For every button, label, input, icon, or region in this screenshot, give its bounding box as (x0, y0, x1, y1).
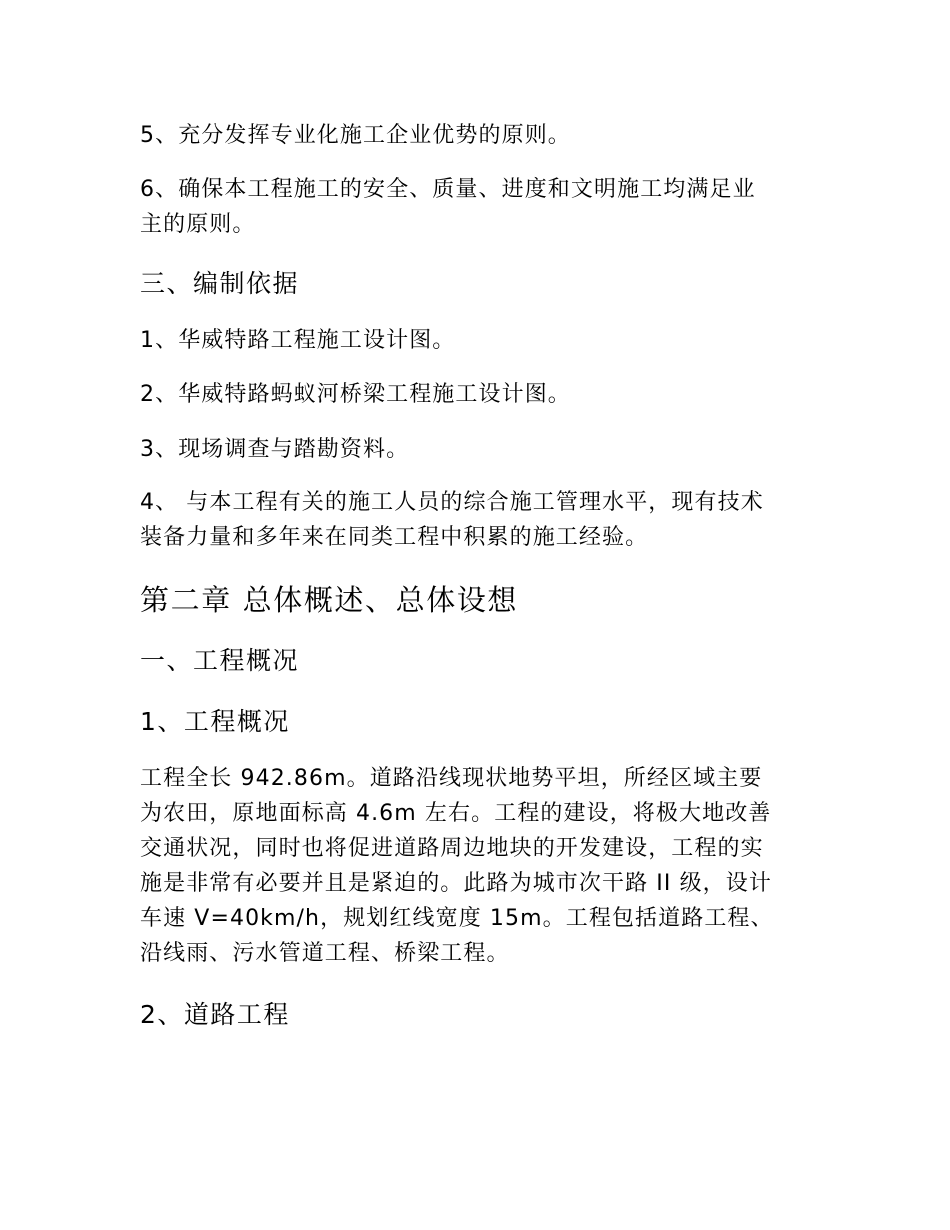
text-line: 沿线雨、污水管道工程、桥梁工程。 (140, 941, 510, 966)
list-item-basis-3 (140, 432, 810, 467)
overview-paragraph (140, 761, 810, 971)
heading-text: 一、工程概况 (140, 646, 300, 675)
heading-text: 2、道路工程 (140, 1000, 290, 1029)
list-item-principle-5 (140, 118, 810, 153)
subsection-heading-road (140, 997, 810, 1033)
text-line: 装备力量和多年来在同类工程中积累的施工经验。 (140, 525, 649, 550)
text-line: 3、现场调查与踏勘资料。 (140, 437, 410, 462)
list-item-basis-1 (140, 323, 810, 358)
text-line: 1、华威特路工程施工设计图。 (140, 328, 456, 353)
list-item-basis-4 (140, 485, 810, 555)
list-item-principle-6 (140, 172, 810, 242)
chapter-title (140, 580, 810, 620)
text-line: 车速 V=40km/h，规划红线宽度 15m。工程包括道路工程、 (140, 906, 774, 931)
heading-text: 1、工程概况 (140, 707, 290, 736)
text-line: 4、 与本工程有关的施工人员的综合施工管理水平，现有技术 (140, 490, 764, 515)
list-item-basis-2 (140, 377, 810, 412)
text-line: 工程全长 942.86m。道路沿线现状地势平坦，所经区域主要 (140, 766, 763, 791)
text-line: 2、华威特路蚂蚁河桥梁工程施工设计图。 (140, 382, 571, 407)
text-line: 为农田，原地面标高 4.6m 左右。工程的建设，将极大地改善 (140, 801, 772, 826)
section-heading-basis (140, 266, 810, 302)
subsection-heading-overview (140, 704, 810, 740)
text-line: 6、确保本工程施工的安全、质量、进度和文明施工均满足业 (140, 177, 756, 202)
text-line: 交通状况，同时也将促进道路周边地块的开发建设，工程的实 (140, 836, 764, 861)
heading-text: 三、编制依据 (140, 269, 300, 298)
section-heading-overview (140, 643, 810, 679)
text-line: 施是非常有必要并且是紧迫的。此路为城市次干路 II 级，设计 (140, 871, 772, 896)
text-line: 5、充分发挥专业化施工企业优势的原则。 (140, 123, 571, 148)
heading-text: 第二章 总体概述、总体设想 (140, 583, 519, 617)
text-line: 主的原则。 (140, 212, 256, 237)
